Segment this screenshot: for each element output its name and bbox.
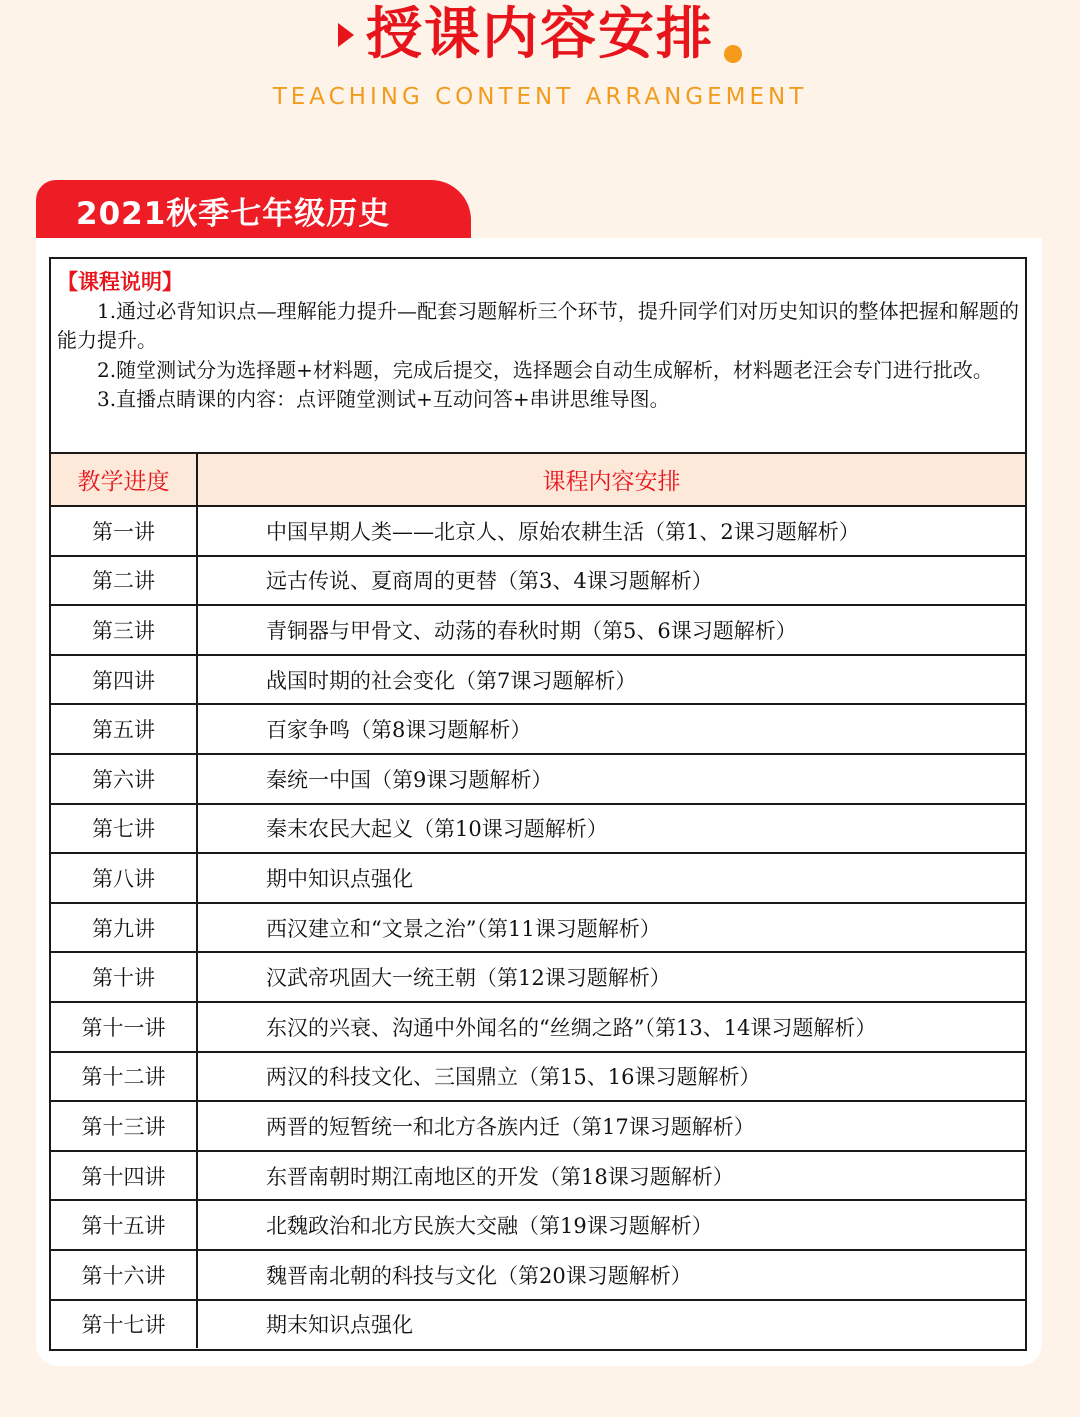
section-tab-label: 2021秋季七年级历史 — [76, 195, 391, 232]
intro-item-2: 2.随堂测试分为选择题+材料题，完成后提交，选择题会自动生成解析，材料题老汪会专门进行批改。 — [97, 357, 993, 382]
lecture-number: 第二讲 — [51, 556, 197, 606]
lecture-content: 北魏政治和北方民族大交融（第19课习题解析） — [197, 1200, 1025, 1250]
table-row — [51, 804, 1025, 854]
table-row — [51, 1052, 1025, 1102]
hero-title-wrap — [0, 0, 1080, 70]
lecture-content: 中国早期人类——北京人、原始农耕生活（第1、2课习题解析） — [197, 506, 1025, 556]
lecture-number: 第七讲 — [51, 804, 197, 854]
lecture-number: 第十二讲 — [51, 1052, 197, 1102]
table-row — [51, 1250, 1025, 1300]
page-subtitle: TEACHING CONTENT ARRANGEMENT — [272, 84, 808, 110]
table-row — [51, 655, 1025, 705]
schedule-body — [51, 506, 1025, 1348]
table-row — [51, 1200, 1025, 1250]
lecture-number: 第十四讲 — [51, 1151, 197, 1201]
table-row — [51, 903, 1025, 953]
lecture-number: 第十七讲 — [51, 1300, 197, 1349]
lecture-number: 第六讲 — [51, 754, 197, 804]
lecture-content: 两汉的科技文化、三国鼎立（第15、16课习题解析） — [197, 1052, 1025, 1102]
page-title: 授课内容安排 — [366, 2, 714, 67]
lecture-number: 第十一讲 — [51, 1002, 197, 1052]
lecture-content: 东汉的兴衰、沟通中外闻名的“丝绸之路”（第13、14课习题解析） — [197, 1002, 1025, 1052]
lecture-number: 第十三讲 — [51, 1101, 197, 1151]
lecture-number: 第五讲 — [51, 704, 197, 754]
table-row — [51, 506, 1025, 556]
lecture-content: 东晋南朝时期江南地区的开发（第18课习题解析） — [197, 1151, 1025, 1201]
triangle-bullet-icon — [338, 23, 354, 47]
lecture-content: 期末知识点强化 — [197, 1300, 1025, 1349]
table-row — [51, 952, 1025, 1002]
lecture-content: 西汉建立和“文景之治”（第11课习题解析） — [197, 903, 1025, 953]
lecture-number: 第三讲 — [51, 605, 197, 655]
intro-item-3: 3.直播点睛课的内容：点评随堂测试+互动问答+串讲思维导图。 — [97, 387, 670, 412]
lecture-number: 第一讲 — [51, 506, 197, 556]
table-row — [51, 556, 1025, 606]
table-row — [51, 754, 1025, 804]
table-header-row — [51, 454, 1025, 506]
lecture-number: 第十六讲 — [51, 1250, 197, 1300]
schedule-frame — [49, 257, 1027, 1351]
table-row — [51, 1300, 1025, 1349]
dot-icon — [724, 45, 742, 63]
schedule-table — [51, 454, 1025, 1348]
lecture-number: 第十讲 — [51, 952, 197, 1002]
lecture-number: 第十五讲 — [51, 1200, 197, 1250]
table-row — [51, 704, 1025, 754]
header-content: 课程内容安排 — [197, 454, 1025, 506]
table-row — [51, 853, 1025, 903]
lecture-content: 魏晋南北朝的科技与文化（第20课习题解析） — [197, 1250, 1025, 1300]
lecture-number: 第八讲 — [51, 853, 197, 903]
lecture-content: 百家争鸣（第8课习题解析） — [197, 704, 1025, 754]
header-progress: 教学进度 — [51, 454, 197, 506]
lecture-content: 秦末农民大起义（第10课习题解析） — [197, 804, 1025, 854]
lecture-content: 远古传说、夏商周的更替（第3、4课习题解析） — [197, 556, 1025, 606]
lecture-content: 汉武帝巩固大一统王朝（第12课习题解析） — [197, 952, 1025, 1002]
intro-heading: 【课程说明】 — [57, 269, 183, 294]
hero-section — [0, 0, 1080, 130]
intro-item-1: 1.通过必背知识点—理解能力提升—配套习题解析三个环节，提升同学们对历史知识的整体把握和解题的能力提升。 — [57, 298, 1019, 353]
table-row — [51, 1002, 1025, 1052]
lecture-content: 战国时期的社会变化（第7课习题解析） — [197, 655, 1025, 705]
table-row — [51, 605, 1025, 655]
course-intro — [51, 259, 1025, 454]
lecture-number: 第四讲 — [51, 655, 197, 705]
table-row — [51, 1101, 1025, 1151]
hero-title-box — [366, 3, 714, 67]
lecture-content: 青铜器与甲骨文、动荡的春秋时期（第5、6课习题解析） — [197, 605, 1025, 655]
lecture-content: 两晋的短暂统一和北方各族内迁（第17课习题解析） — [197, 1101, 1025, 1151]
lecture-number: 第九讲 — [51, 903, 197, 953]
section-tab — [36, 180, 471, 240]
lecture-content: 秦统一中国（第9课习题解析） — [197, 754, 1025, 804]
lecture-content: 期中知识点强化 — [197, 853, 1025, 903]
table-row — [51, 1151, 1025, 1201]
